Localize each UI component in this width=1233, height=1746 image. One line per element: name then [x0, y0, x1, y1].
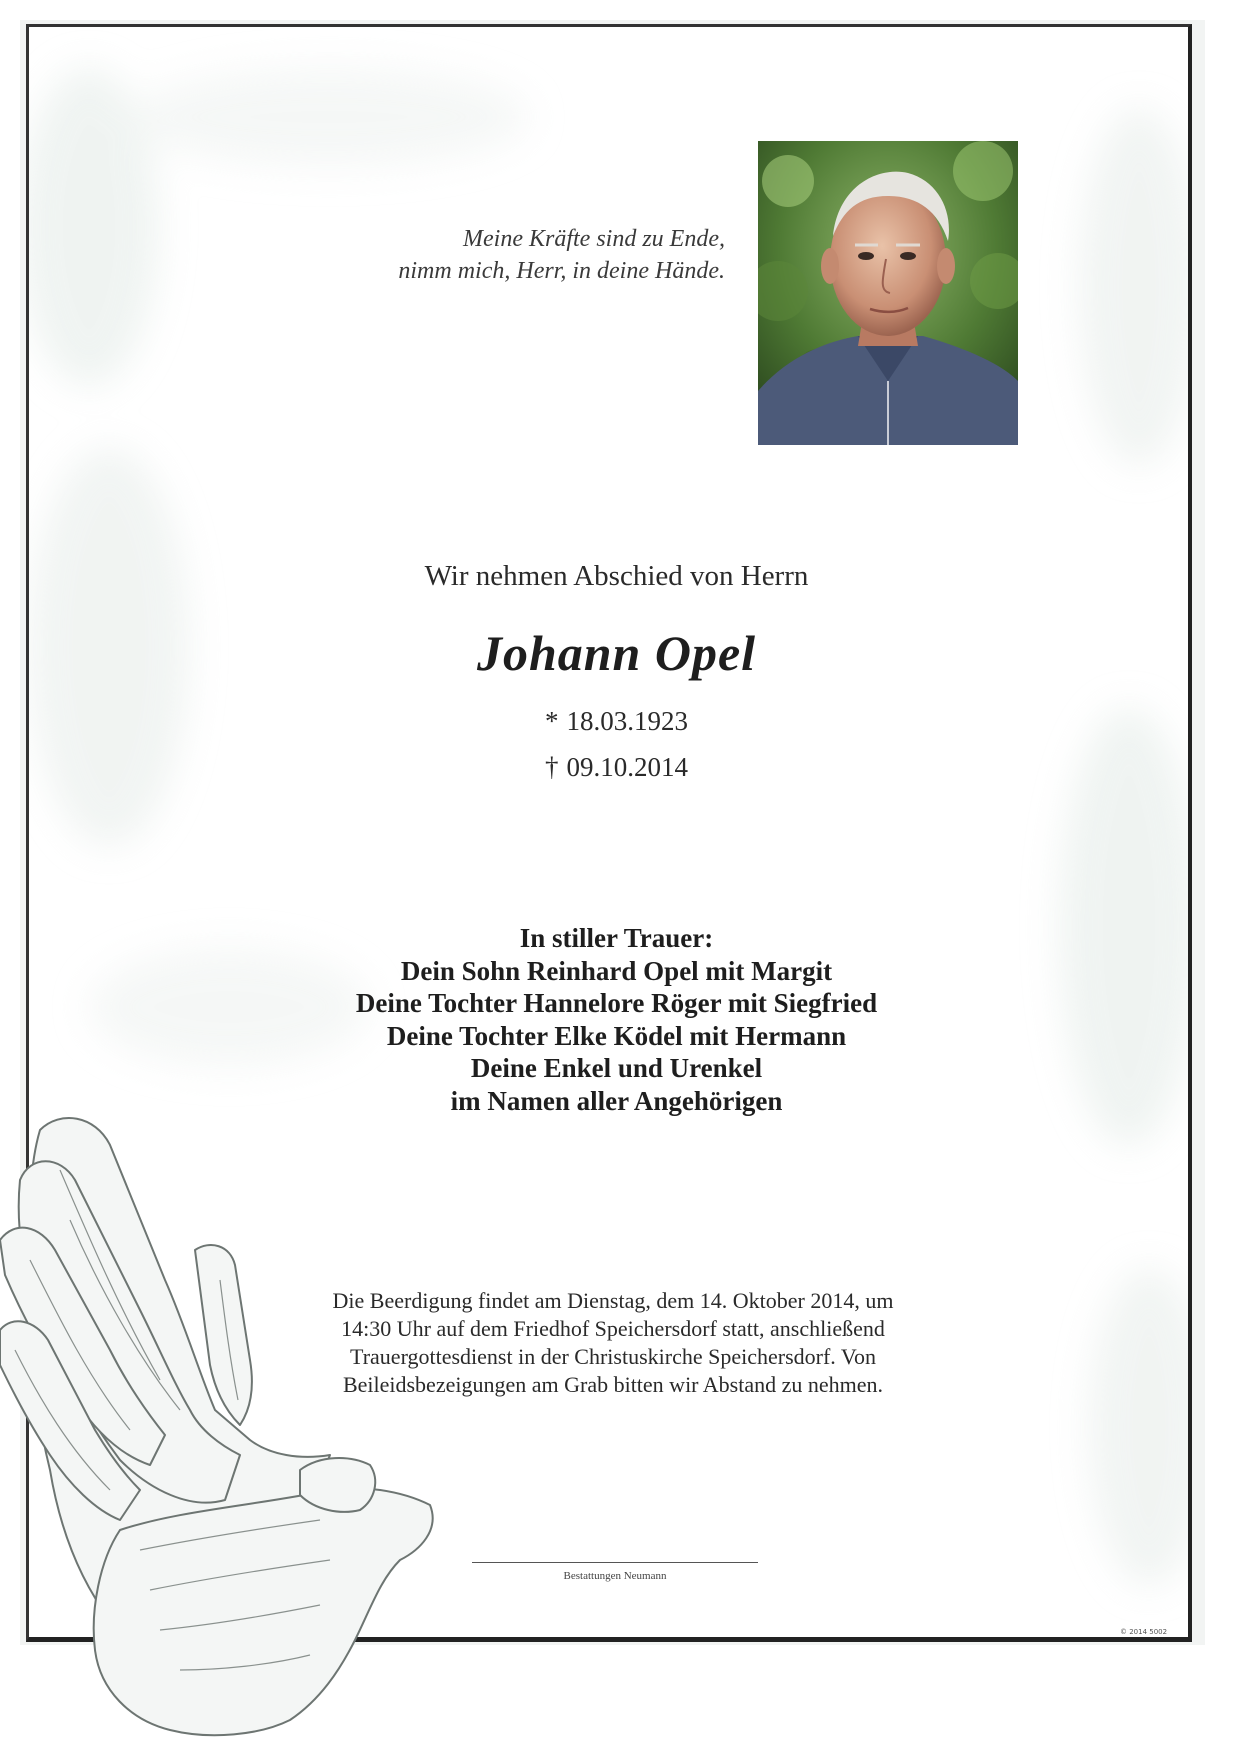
copyright-mark: © 2014 5002 [1120, 1628, 1168, 1636]
notice-line: 14:30 Uhr auf dem Friedhof Speichersdorf statt, anschließend [341, 1316, 885, 1341]
death-symbol: † [545, 752, 559, 782]
death-date: 09.10.2014 [566, 752, 688, 782]
signature-divider [472, 1562, 758, 1563]
portrait-photo [758, 141, 1018, 445]
birth-date: 18.03.1923 [566, 706, 688, 736]
motto-line-2: nimm mich, Herr, in deine Hände. [398, 258, 725, 284]
motto-line-1: Meine Kräfte sind zu Ende, [463, 226, 725, 252]
mourners-heading: In stiller Trauer: [519, 923, 714, 953]
praying-hands-illustration [0, 1110, 480, 1746]
notice-line: Die Beerdigung findet am Dienstag, dem 14. Oktober 2014, um [332, 1288, 894, 1313]
deceased-name: Johann Opel [476, 625, 757, 681]
mourner-line: Deine Enkel und Urenkel [470, 1053, 763, 1083]
mourner-line: Deine Tochter Elke Ködel mit Hermann [386, 1020, 847, 1051]
mourner-line: Dein Sohn Reinhard Opel mit Margit [400, 955, 833, 986]
motto-verse [260, 223, 725, 287]
notice-line: Trauergottesdienst in der Christuskirche Speichersdorf. Von [350, 1344, 876, 1369]
birth-date-line [0, 706, 1233, 737]
farewell-intro: Wir nehmen Abschied von Herrn [424, 560, 809, 592]
funeral-notice [248, 1287, 978, 1399]
mourner-line: Deine Tochter Hannelore Röger mit Siegfried [355, 988, 878, 1018]
mourner-line: im Namen aller Angehörigen [450, 1085, 783, 1116]
mourners-block [0, 922, 1233, 1117]
undertaker-name: Bestattungen Neumann [563, 1570, 667, 1582]
death-date-line [0, 752, 1233, 783]
birth-symbol: * [545, 706, 559, 736]
notice-line: Beileidsbezeigungen am Grab bitten wir Abstand zu nehmen. [342, 1372, 884, 1397]
